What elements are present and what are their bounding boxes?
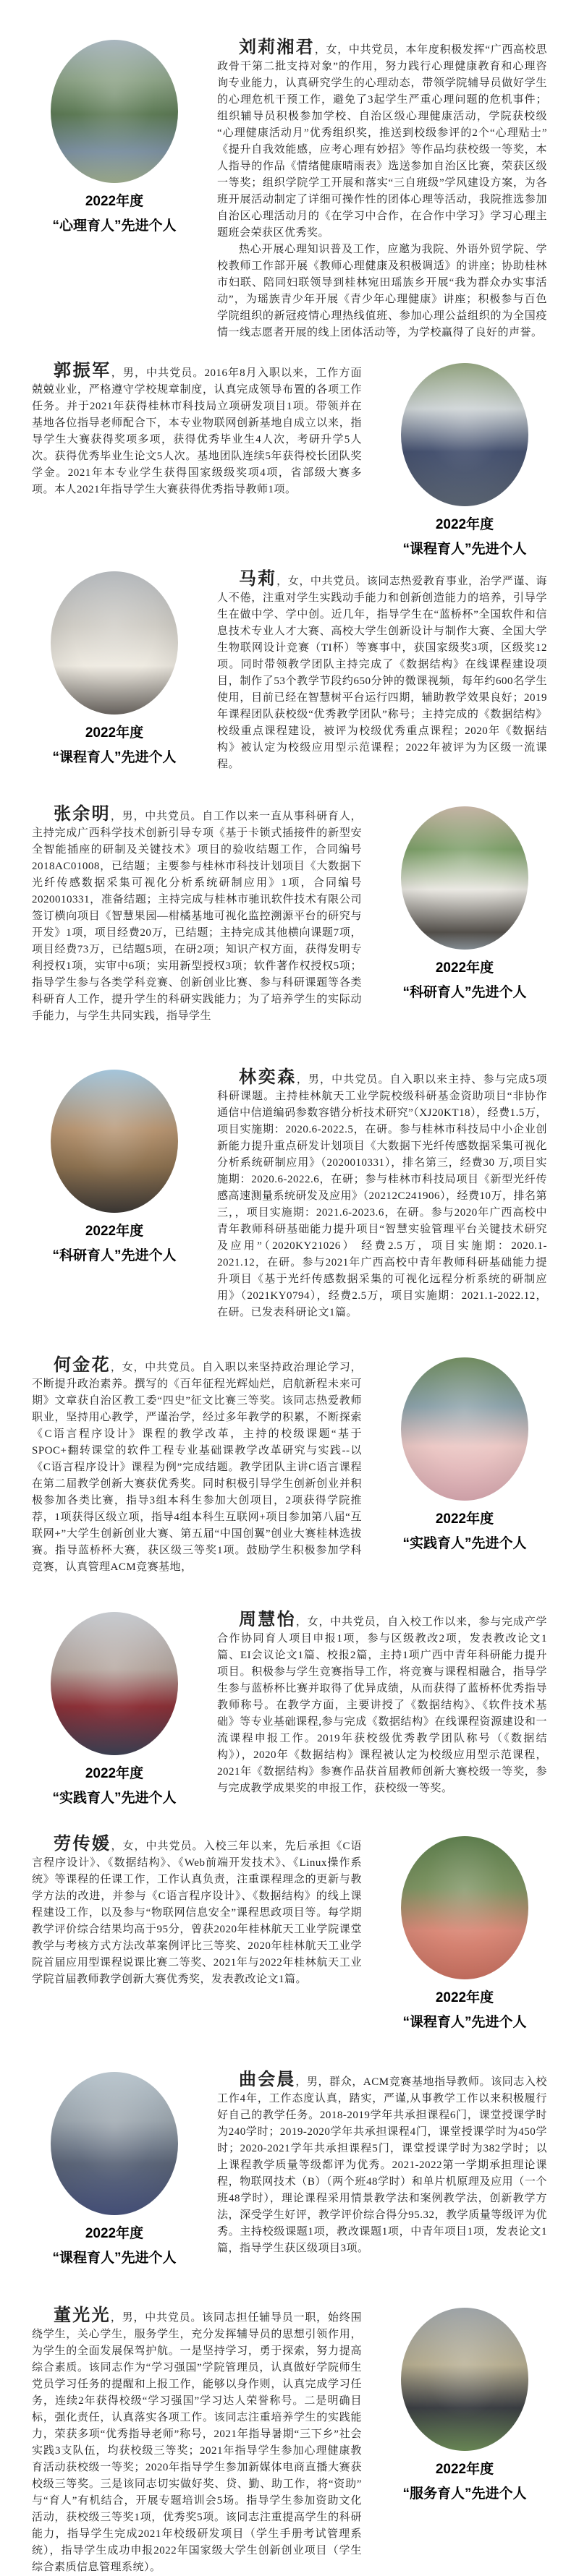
award-caption — [402, 960, 526, 1002]
photo-column — [382, 1357, 547, 1553]
bio-text — [217, 40, 547, 341]
bio-text — [32, 2308, 362, 2576]
award-year: 2022年度 — [85, 194, 144, 209]
portrait-photo — [401, 2308, 528, 2451]
bio-paragraph — [32, 1836, 362, 1988]
profile-row-zhouhuiyi — [0, 1612, 579, 1807]
portrait-photo — [51, 1070, 178, 1213]
award-caption — [402, 1511, 526, 1553]
portrait-photo — [51, 40, 178, 183]
photo-column — [32, 2072, 197, 2267]
award-title: “实践育人”先进个人 — [402, 1536, 527, 1551]
award-title: “课程育人”先进个人 — [402, 2015, 527, 2030]
award-year: 2022年度 — [435, 2462, 494, 2477]
awards-document-page — [0, 40, 579, 2576]
award-caption — [52, 1223, 176, 1265]
award-year: 2022年度 — [85, 1224, 144, 1239]
person-name: 林奕森 — [239, 1068, 297, 1087]
award-title: “课程育人”先进个人 — [52, 2251, 177, 2266]
award-year: 2022年度 — [435, 960, 494, 976]
portrait-photo — [51, 571, 178, 715]
portrait-photo — [401, 1836, 528, 1979]
bio-text — [217, 2072, 547, 2257]
profile-row-liulixiangjun — [0, 40, 579, 341]
award-caption — [52, 1765, 176, 1807]
award-title: “科研育人”先进个人 — [402, 985, 527, 1000]
award-year: 2022年度 — [85, 2226, 144, 2241]
bio-paragraph — [217, 40, 547, 242]
bio-body: ，女，中共党员。该同志热爱教育事业，治学严谨、诲人不倦，注重对学生实践动手能力和创新创造能力的培养，引导学生在做中学、学中创。近几年，指导学生在“蓝桥杯”全国软件和信息技术专业人才大赛、高校大学生创新设计与制作大赛、全国大学生物联网设计竞赛（TI杯）等赛事中，获国家级奖3项，区级奖12项。同时带领教学团队主持完成了《数据结构》在线课程建设项目，制作了53个教学节段约650分钟的微课视频，每年约600名学生使用，目前已经在智慧树平台运行四期，辅助教学效果良好；2019年课程团队获校级“优秀教学团队”称号；主持完成的《数据结构》校级重点课程建设，被评为校级优秀重点课程；2020年《数据结构》被认定为校级应用型示范课程；2022年被评为为区级一流课程。 — [217, 576, 548, 770]
award-year: 2022年度 — [435, 517, 494, 532]
award-caption — [52, 725, 176, 767]
person-name: 郭振军 — [54, 362, 111, 380]
person-name: 马莉 — [239, 570, 277, 589]
award-title: “科研育人”先进个人 — [52, 1248, 177, 1263]
award-year: 2022年度 — [435, 1990, 494, 2005]
bio-paragraph — [217, 1612, 547, 1797]
bio-body: ，女，中共党员。入校三年以来，先后承担《C语言程序设计》、《数据结构》、《Web前端开发技术》、《Linux操作系统》等课程的任课工作，工作认真负责，注重课程理念的更新与教学方法的改进，并参与《C语言程序设计》、《数据结构》的线上课程建设工作，以及参与“物联网信息安全”课程思政项目等。每学期教学评价综合结果均高于95分，曾获2020年桂林航天工业学院课堂教学与考核方式方法改革案例评比三等奖、2020年桂林航天工业学院首届应用型课程说课比赛二等奖、2021年与2022年桂林航天工业学院首届教师教学创新大赛优秀奖，发表教改论文1篇。 — [32, 1841, 362, 1985]
bio-body: ，男，中共党员。该同志担任辅导员一职，始终围绕学生，关心学生，服务学生，充分发挥辅导员的思想引领作用，为学生的全面发展保驾护航。一是坚持学习，勇于探索，努力提高综合素质。该同志作为“学习强国”学院管理员，认真做好学院师生党员学习任务的提醒和上报工作，能够以身作则，认真完成学习任务，连续2年获得校级“学习强国”学习达人荣誉称号。二是明确目标，强化责任，认真落实各项工作。该同志注重培养学生的实践能力，荣获多项“优秀指导老师”称号，2021年指导暑期“三下乡”社会实践3支队伍，均获校级三等奖；2021年指导学生参加心理健康教育活动获校级一等奖；2020年指导学生参加新媒体电商直播大赛获校级三等奖。三是该同志切实做好奖、贷、勤、助工作，将“资助”与“育人”有机结合，开展专题培训会5场。指导学生参加资助文化活动，获校级三等奖1项，优秀奖5项。该同志注重提高学生的科研能力，指导学生完成2021年校级研发项目（学生手册考试管理系统），指导学生成功申报2022年国家级大学生创新创业项目（学生综合素质信息管理系统）。 — [32, 2312, 362, 2573]
award-title: “实践育人”先进个人 — [52, 1791, 177, 1806]
profile-row-quhuichen — [0, 2072, 579, 2267]
portrait-photo — [401, 806, 528, 950]
photo-column — [32, 1612, 197, 1807]
bio-body: ，女，中共党员。自入职以来坚持政治理论学习，不断提升政治素养。撰写的《百年征程光辉灿烂，启航新程未来可期》文章获自治区教工委“四史”征文比赛三等奖。该同志热爱教师职业，坚持用心教学，严谨治学，经过多年教学的积累，不断探索《C语言程序设计》课程的教学改革，主持的校级课题“基于SPOC+翻转课堂的软件工程专业基础课教学改革研究与实践--以《C语言程序设计》课程为例”完成结题。教学团队主讲C语言课程在第二届教学创新大赛获优秀奖。同时积极引导学生创新创业并积极参加各类比赛，指导3组本科生参加大创项目，2项获得学院推荐，1项获得区级立项，指导4组本科生互联网+项目参加第八届“互联网+”大学生创新创业大赛、第五届“中国创翼”创业大赛桂林选拔赛。指导蓝桥杯大赛，获区级三等奖1项。鼓励学生积极参加学科竞赛，认真管理ACM竞赛基地， — [32, 1362, 362, 1573]
bio-paragraph — [217, 2072, 547, 2257]
bio-text — [217, 1612, 547, 1797]
bio-body: ，女，中共党员，自入校工作以来，参与完成产学合作协同育人项目申报1项，参与区级教改2项，发表教改论文1篇、EI会议论文1篇、校报2篇，主持1项广西中青年科研能力提升项目。积极参与学生竞赛指导工作，将竞赛与课程相融合，指导学生参与蓝桥杯比赛并取得了优异成绩，从而获得了蓝桥杯优秀指导教师称号。在教学方面，主要讲授了《数据结构》、《软件技术基础》等专业基础课程,参与完成《数据结构》在线课程资源建设和一流课程申报工作。2019年获校级优秀教学团队称号（《数据结构》），2020年《数据结构》课程被认定为校级应用型示范课程，2021年《数据结构》参赛作品获首届教师创新大赛校级一等奖，参与完成教学成果奖的申报工作，获校级一等奖。 — [217, 1616, 547, 1794]
profile-row-hejinhua — [0, 1357, 579, 1576]
portrait-photo — [51, 1612, 178, 1755]
award-title: “课程育人”先进个人 — [402, 542, 527, 557]
award-caption — [402, 1989, 526, 2031]
award-year: 2022年度 — [435, 1511, 494, 1527]
bio-text — [32, 806, 362, 1025]
bio-body: ，女，中共党员，本年度积极发挥“广西高校思政骨干第二批支持对象”的作用，努力践行心理健康教育和心理咨询专业能力，认真研究学生的心理动态，带领学院辅导员做好学生的心理危机干预工作，避免了3起学生严重心理问题的危机事件；组织辅导员积极参加学校、自治区级心理健康活动，学院获校级“心理健康活动月”优秀组织奖，推送到校级参评的2个“心理贴士”《提升自我效能感，应考心理有妙招》等作品均获校级一等奖，本人指导的作品《情绪健康晴雨表》选送参加自治区比赛，荣获区级一等奖；组织学院学工开展和落实“三自班级”学风建设方案，为各班开展活动制定了详细可操作性的团体心理等活动，我院推选参加自治区心理活动月的《在学习中合作，在合作中学习》学习心理主题班会荣获区优秀奖。 — [217, 44, 547, 239]
profile-row-linyisen — [0, 1070, 579, 1321]
person-name: 曲会晨 — [239, 2070, 296, 2089]
person-name: 劳传媛 — [54, 1835, 111, 1854]
person-name: 张余明 — [54, 805, 111, 824]
bio-paragraph — [32, 363, 362, 498]
award-title: “心理育人”先进个人 — [52, 218, 177, 234]
bio-body: ，男，中共党员。自入职以来主持、参与完成5项科研课题。主持桂林航天工业学院校级科研基金资助项目“非协作通信中信道编码参数容错分析技术研究”（XJ20KT18），经费1.5万，项目实施期：2020.6-2022.5，在研。参与桂林市科技局中小企业创新能力提升重点研发计划项目《大数据下光纤传感数据采集可视化分析系统研制应用》（2020010331），排名第三，经费30 万,项目实施期：2020.6-2022.6，在研；参与桂林市科技局项目《新型光纤传感高速测量系统研发及应用》（20212C241906），经费10万，排名第三，，项目实施期：2021.6-2023.6，在研。参与2020年广西高校中青年教师科研基础能力提升项目“智慧实验管理平台关键技术研究及应用”（2020KY21026） 经费2.5万，项目实施期：2020.1-2021.12，在研。参与2021年广西高校中青年教师科研基础能力提升项目《基于光纤传感数据采集的可视化远程分析系统的研制应用》（2021KY0794），经费2.5万，项目实施期：2021.1-2022.12，在研。已发表科研论文1篇。 — [217, 1074, 548, 1318]
profile-row-mali — [0, 571, 579, 773]
photo-column — [382, 2308, 547, 2503]
bio-text — [32, 363, 362, 498]
person-name: 董光光 — [54, 2306, 111, 2325]
award-year: 2022年度 — [85, 725, 144, 741]
bio-paragraph — [217, 571, 547, 773]
bio-paragraph — [217, 1070, 547, 1321]
portrait-photo — [401, 1357, 528, 1501]
bio-text — [217, 1070, 547, 1321]
award-year: 2022年度 — [85, 1766, 144, 1781]
person-name: 周慧怡 — [239, 1611, 296, 1629]
bio-text — [32, 1836, 362, 1988]
person-name: 何金花 — [54, 1356, 111, 1375]
photo-column — [382, 363, 547, 558]
photo-column — [32, 571, 197, 767]
bio-text — [32, 1357, 362, 1576]
person-name: 刘莉湘君 — [239, 38, 315, 57]
photo-column — [382, 1836, 547, 2031]
portrait-photo — [401, 363, 528, 506]
photo-column — [32, 1070, 197, 1265]
bio-paragraph — [32, 2308, 362, 2576]
photo-column — [382, 806, 547, 1002]
award-title: “课程育人”先进个人 — [52, 750, 177, 765]
bio-body: ，男，中共党员。2016年8月入职以来，工作方面兢兢业业，严格遵守学校规章制度，认真完成领导布置的各项工作任务。并于2021年获得桂林市科技局立项研发项目1项。带领并在基地各位指导老师配合下，本专业物联网创新基地自成立以来，指导学生大赛获得奖项多项，获得优秀毕业生4人次，考研升学5人次。获得优秀毕业生论文5人次。基地团队连续5年获得校长团队奖学金。2021年本专业学生获得国家级级奖项4项，省部级大赛多项。本人2021年指导学生大赛获得优秀指导教师1项。 — [32, 367, 362, 495]
award-caption — [52, 2225, 176, 2267]
photo-column — [32, 40, 197, 235]
award-caption — [402, 516, 526, 558]
profile-row-laochuanyuan — [0, 1836, 579, 2031]
award-caption — [402, 2461, 526, 2503]
profile-row-guozhenjun — [0, 363, 579, 558]
bio-paragraph — [32, 1357, 362, 1576]
profile-row-dongguangguang — [0, 2308, 579, 2576]
portrait-photo — [51, 2072, 178, 2215]
award-caption — [52, 193, 176, 235]
award-title: “服务育人”先进个人 — [402, 2486, 527, 2502]
bio-body: ，男，群众，ACM竞赛基地指导教师。该同志入校工作4年，工作态度认真，踏实，严谨,从事教学工作以来积极履行好自己的教学任务。2018-2019学年共承担课程6门，课堂授课学时为240学时；2019-2020学年共承担课程4门，课堂授课学时为450学时；2020-2021学年共承担课程5门，课堂授课学时为382学时；以上课程教学质量等级都评为优秀。2021-2022第一学期承担理论课程，物联网技术（B）（两个班48学时）和单片机原理及应用（一个班48学时），理论课程采用情景教学法和案例教学法，创新教学方法，深受学生好评，教学评价综合得分95.32，教学质量等级评为优秀。主持校级课题1项，教改课题1项，中青年项目1项，发表论文1篇，指导学生获区级项目3项。 — [217, 2076, 548, 2254]
bio-body: ，男，中共党员。自工作以来一直从事科研育人，主持完成广西科学技术创新引导专项《基于卡锁式插接件的新型安全智能插座的研制及关键技术》项目的验收结题工作，合同编号2018AC01008，已结题；主要参与桂林市科技计划项目《大数据下光纤传感数据采集可视化分析系统研制应用》1项，合同编号2020010331，准备结题；主持完成与桂林市驰讯软件技术有限公司签订横向项目《智慧果园—柑橘基地可视化监控溯源平台的研究与开发》1项，项目经费20万，已结题；主持完成其他横向课题7项，项目经费73万，已结题5项，在研2项；知识产权方面，获得发明专利授权1项，实审中6项；实用新型授权3项；软件著作权授权5项；指导学生参与各类学科竞赛、创新创业比赛、参与科研课题等各类科研育人工作，提升学生的科研实践能力；为了培养学生的实际动手能力，与学生共同实践，指导学生 — [32, 811, 362, 1022]
bio-text — [217, 571, 547, 773]
bio-paragraph — [32, 806, 362, 1025]
bio-paragraph: 热心开展心理知识普及工作，应邀为我院、外语外贸学院、学校教师工作部开展《教师心理健康及积极调适》的讲座；协助桂林市妇联、陪同妇联领导到桂林宛田瑶族乡开展“我为群众办实事活动”，为瑶族青少年开展《青少年心理健康》讲座；积极参与百色学院组织的新冠疫情心理热线值班、参加心理公益组织的为全国疫情一线志愿者开展的线上团体活动等，为学校赢得了良好的声誉。 — [217, 244, 547, 338]
profile-row-zhangyuming — [0, 806, 579, 1025]
